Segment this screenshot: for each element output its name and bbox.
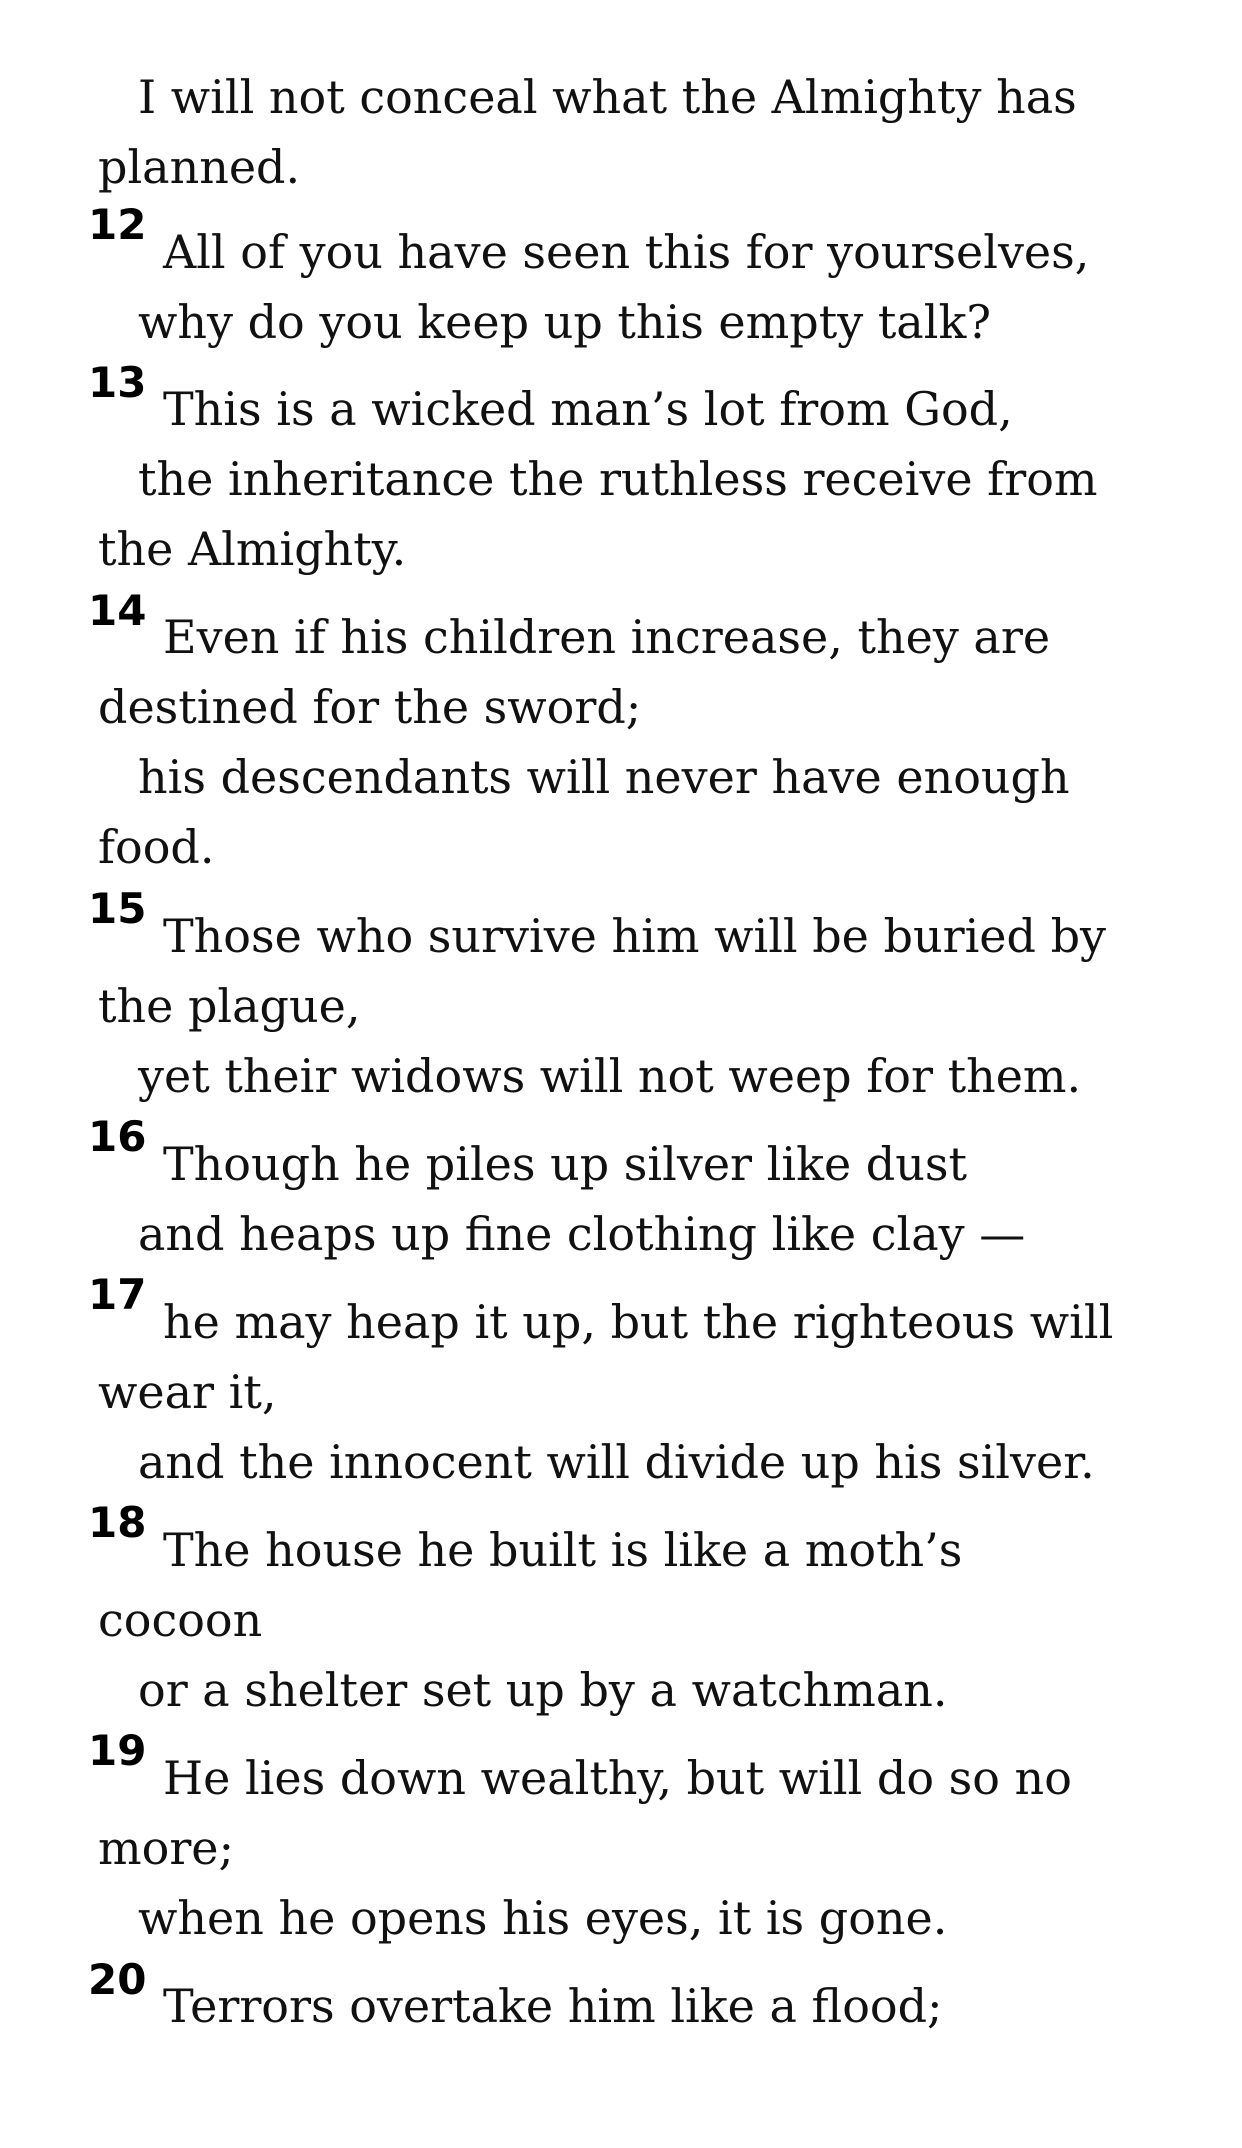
verse-line: Even if his children increase, they are — [163, 610, 1051, 664]
verse-line: Terrors overtake him like a flood; — [163, 1979, 943, 2033]
verse-line: the inheritance the ruthless receive from — [138, 452, 1098, 506]
verse-number: 19 — [88, 1726, 147, 1775]
verse-line: Though he piles up silver like dust — [163, 1137, 967, 1191]
verse-line: and heaps up fine clothing like clay — — [138, 1207, 1026, 1261]
verse-line: The house he built is like a moth’s — [163, 1523, 963, 1577]
verse-line: wear it, — [98, 1365, 277, 1419]
verse-number: 15 — [88, 884, 147, 933]
verse-line: I will not conceal what the Almighty has — [138, 70, 1077, 124]
verse-line: All of you have seen this for yourselves, — [163, 225, 1090, 279]
verse-number: 17 — [88, 1270, 147, 1319]
verse-line: or a shelter set up by a watchman. — [138, 1663, 948, 1717]
verse-line: the plague, — [98, 979, 361, 1033]
verse-line: cocoon — [98, 1593, 263, 1647]
verse-line: Those who survive him will be buried by — [163, 909, 1107, 963]
verse-number: 16 — [88, 1112, 147, 1161]
verse-line: yet their widows will not weep for them. — [138, 1049, 1082, 1103]
verse-number: 13 — [88, 358, 147, 407]
verse-number: 18 — [88, 1498, 147, 1547]
verse-line: why do you keep up this empty talk? — [138, 295, 991, 349]
verse-number: 14 — [88, 586, 147, 635]
verse-line: the Almighty. — [98, 522, 407, 576]
verse-line: and the innocent will divide up his silver. — [138, 1435, 1095, 1489]
verse-line: he may heap it up, but the righteous will — [163, 1295, 1114, 1349]
verse-number: 20 — [88, 1955, 147, 2004]
verse-line: more; — [98, 1821, 235, 1875]
verse-line: food. — [98, 820, 215, 874]
verse-number: 12 — [88, 200, 147, 249]
verse-line: his descendants will never have enough — [138, 750, 1070, 804]
verse-line: when he opens his eyes, it is gone. — [138, 1891, 948, 1945]
verse-line: destined for the sword; — [98, 680, 642, 734]
verse-line: He lies down wealthy, but will do so no — [163, 1751, 1072, 1805]
verse-line: This is a wicked man’s lot from God, — [163, 382, 1013, 436]
verse-line: planned. — [98, 140, 301, 194]
